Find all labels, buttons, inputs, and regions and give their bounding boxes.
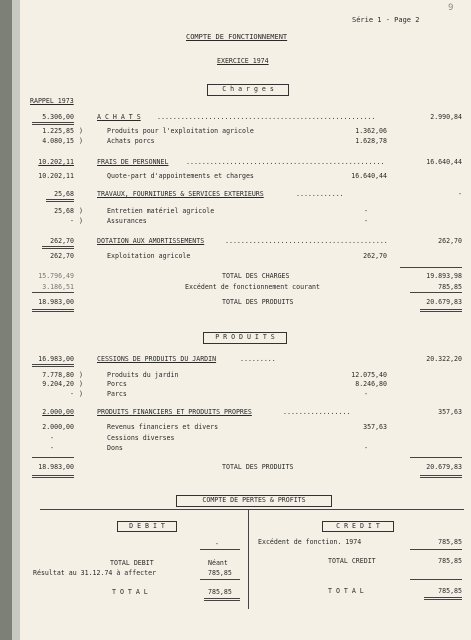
double-rule (32, 309, 74, 312)
item-value: 357,63 (363, 423, 387, 431)
total-value: 20.679,83 (426, 298, 462, 306)
item-value: 1.362,06 (355, 127, 387, 135)
rappel-value: 10.202,11 (38, 172, 74, 180)
credit-heading: C R E D I T (322, 521, 394, 532)
section-heading: A C H A T S (97, 113, 141, 121)
column-divider (248, 509, 249, 609)
rappel-value: 18.983,00 (38, 298, 74, 306)
item-value: - (364, 444, 368, 452)
double-rule (46, 199, 74, 202)
double-rule (420, 475, 462, 478)
resultat-value: 785,85 (208, 569, 232, 577)
rule (410, 549, 462, 550)
section-heading: FRAIS DE PERSONNEL (97, 158, 169, 166)
rappel-value: 10.202,11 (38, 158, 74, 166)
excedent-value: 785,85 (438, 283, 462, 291)
item-label: Exploitation agricole (107, 252, 191, 260)
rappel-value: 2.000,00 (42, 408, 74, 416)
rappel-value: 15.796,49 (38, 272, 74, 280)
rule (200, 549, 240, 550)
brace-mark: ) (79, 390, 83, 398)
rappel-value: - (70, 390, 74, 398)
brace-mark: ) (79, 207, 83, 215)
series-page-label: Série 1 - Page 2 (352, 16, 420, 24)
item-label: Assurances (107, 217, 147, 225)
document-title: COMPTE DE FONCTIONNEMENT (186, 33, 288, 41)
credit-total-value: 785,85 (438, 587, 462, 595)
debit-total-value: 785,85 (208, 588, 232, 596)
rule (40, 509, 464, 510)
brace-mark: ) (79, 371, 83, 379)
item-value: 8.246,80 (355, 380, 387, 388)
credit-total-label: T O T A L (328, 587, 364, 595)
total-value: 20.679,83 (426, 463, 462, 471)
section-total: 357,63 (438, 408, 462, 416)
debit-dash: - (215, 540, 219, 548)
rule (32, 457, 74, 458)
debit-heading: D E B I T (117, 521, 177, 532)
double-rule (42, 246, 74, 249)
double-rule (32, 364, 74, 367)
total-label: TOTAL DES CHARGES (222, 272, 290, 280)
rule (32, 292, 74, 293)
rappel-value: - (50, 444, 54, 452)
leader-dots: ......... (240, 355, 276, 363)
excedent-1974-value: 785,85 (438, 538, 462, 546)
exercice-label: EXERCICE 1974 (217, 57, 269, 65)
double-rule (32, 122, 74, 125)
rappel-value: 262,70 (50, 237, 74, 245)
rappel-value: 25,68 (54, 190, 74, 198)
excedent-label: Excédent de fonctionnement courant (185, 283, 320, 291)
rule (200, 579, 240, 580)
leader-dots: ....................................................... (157, 113, 376, 121)
rappel-value: 262,70 (50, 252, 74, 260)
leader-dots: .................................................. (186, 158, 385, 166)
section-total: 262,70 (438, 237, 462, 245)
rappel-value: 4.080,15 (42, 137, 74, 145)
double-rule (424, 597, 462, 600)
section-total: 2.990,84 (430, 113, 462, 121)
rappel-value: - (50, 434, 54, 442)
produits-heading: P R O D U I T S (203, 332, 287, 344)
total-label: TOTAL DES PRODUITS (222, 298, 294, 306)
rappel-value: 9.204,20 (42, 380, 74, 388)
rule (410, 579, 462, 580)
item-label: Parcs (107, 390, 127, 398)
item-label: Porcs (107, 380, 127, 388)
leader-dots: ............ (296, 190, 344, 198)
scan-binding-edge (0, 0, 12, 640)
resultat-label: Résultat au 31.12.74 à affecter (33, 569, 157, 577)
rappel-value: 5.306,00 (42, 113, 74, 121)
section-total: 16.640,44 (426, 158, 462, 166)
item-value: - (364, 390, 368, 398)
rappel-value: 25,68 (54, 207, 74, 215)
item-label: Produits pour l'exploitation agricole (107, 127, 254, 135)
section-heading: CESSIONS DE PRODUITS DU JARDIN (97, 355, 217, 363)
item-value: 1.628,78 (355, 137, 387, 145)
total-debit-value: Néant (208, 559, 228, 567)
page-mark: 9 (448, 3, 454, 13)
double-rule (204, 598, 240, 601)
rappel-value: 1.225,85 (42, 127, 74, 135)
total-debit-label: TOTAL DEBIT (110, 559, 154, 567)
brace-mark: ) (79, 217, 83, 225)
item-value: 12.075,40 (351, 371, 387, 379)
pertes-profits-heading: COMPTE DE PERTES & PROFITS (176, 495, 332, 507)
total-credit-value: 785,85 (438, 557, 462, 565)
rappel-value: 7.778,80 (42, 371, 74, 379)
section-heading: TRAVAUX, FOURNITURES & SERVICES EXTERIEURS (97, 190, 264, 198)
item-value: 262,70 (363, 252, 387, 260)
scan-shadow-edge (12, 0, 20, 640)
rappel-value: 3.186,51 (42, 283, 74, 291)
charges-heading: C h a r g e s (207, 84, 289, 96)
rappel-value: 18.983,00 (38, 463, 74, 471)
item-label: Achats porcs (107, 137, 155, 145)
total-label: TOTAL DES PRODUITS (222, 463, 294, 471)
item-value: - (364, 207, 368, 215)
brace-mark: ) (79, 127, 83, 135)
double-rule (32, 475, 74, 478)
item-label: Dons (107, 444, 123, 452)
rule (410, 292, 462, 293)
rappel-label: RAPPEL 1973 (30, 97, 74, 105)
double-rule (420, 309, 462, 312)
rappel-value: 2.000,00 (42, 423, 74, 431)
item-label: Quote-part d'appointements et charges (107, 172, 254, 180)
section-total: - (458, 190, 462, 198)
item-label: Revenus financiers et divers (107, 423, 219, 431)
section-heading: DOTATION AUX AMORTISSEMENTS (97, 237, 205, 245)
leader-dots: ......................................... (225, 237, 388, 245)
section-total: 20.322,20 (426, 355, 462, 363)
rule (400, 267, 462, 268)
item-label: Produits du jardin (107, 371, 179, 379)
rappel-value: - (70, 217, 74, 225)
total-credit-label: TOTAL CREDIT (328, 557, 376, 565)
rule (410, 457, 462, 458)
total-value: 19.893,98 (426, 272, 462, 280)
excedent-1974-label: Excédent de fonction. 1974 (258, 538, 362, 546)
brace-mark: ) (79, 137, 83, 145)
rappel-value: 16.983,00 (38, 355, 74, 363)
item-label: Cessions diverses (107, 434, 175, 442)
item-value: 16.640,44 (351, 172, 387, 180)
debit-total-label: T O T A L (112, 588, 148, 596)
leader-dots: ................. (283, 408, 351, 416)
section-heading: PRODUITS FINANCIERS ET PRODUITS PROPRES (97, 408, 252, 416)
item-label: Entretien matériel agricole (107, 207, 215, 215)
brace-mark: ) (79, 380, 83, 388)
item-value: - (364, 217, 368, 225)
